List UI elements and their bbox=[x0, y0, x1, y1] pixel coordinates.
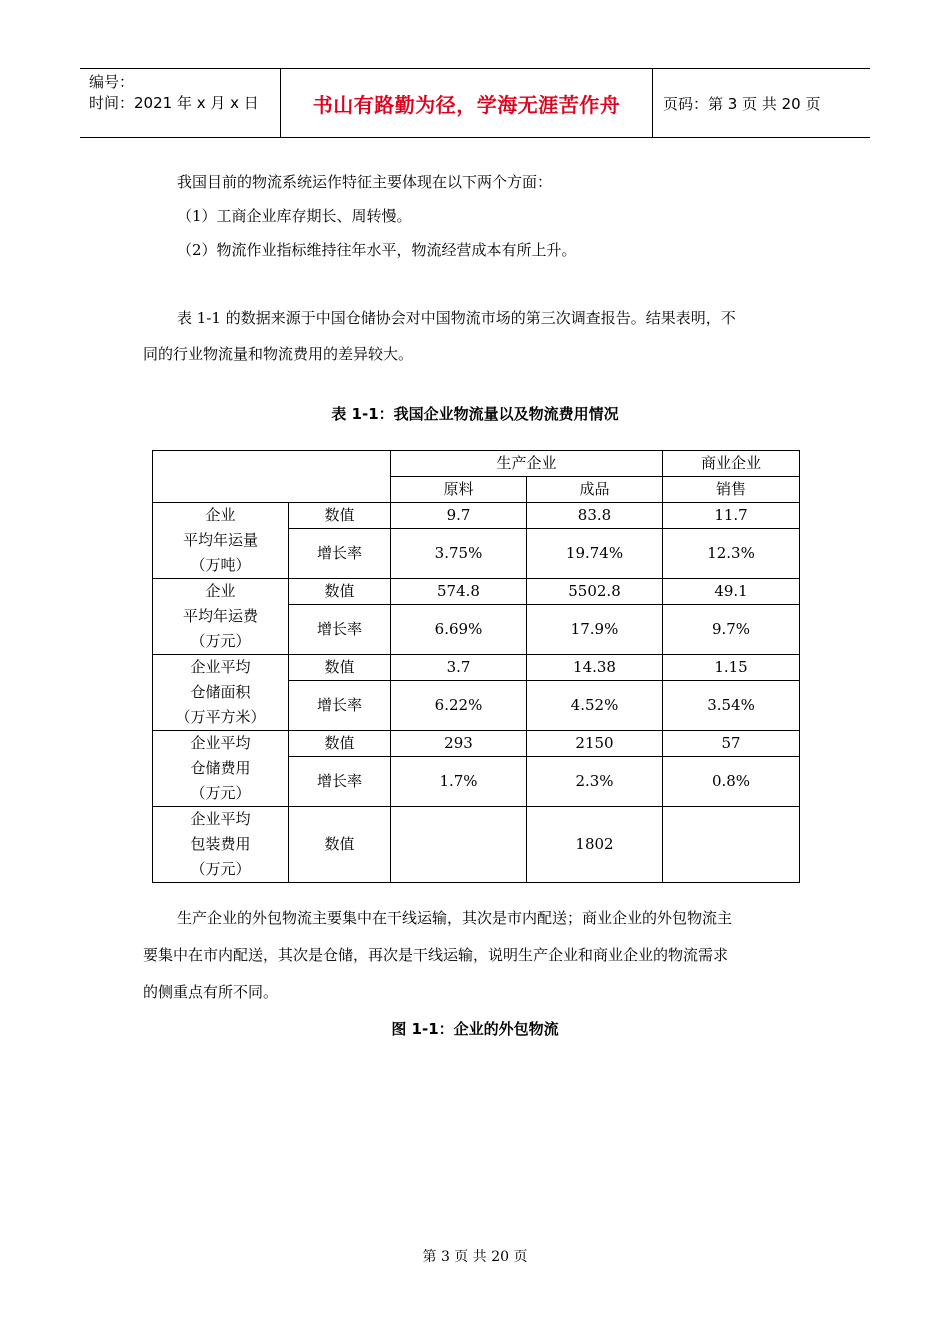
header-commerce: 商业企业 bbox=[663, 451, 800, 477]
cell-value: 57 bbox=[663, 731, 800, 757]
row-label-growth: 增长率 bbox=[289, 605, 391, 655]
header-page-info: 页码：第 3 页 共 20 页 bbox=[663, 94, 821, 113]
category-line: 仓储面积 bbox=[190, 683, 251, 701]
table-header-blank bbox=[153, 451, 391, 503]
cell-value: 2150 bbox=[527, 731, 663, 757]
header-motto: 书山有路勤为径，学海无涯苦作舟 bbox=[281, 69, 653, 137]
cell-growth: 1.7% bbox=[391, 757, 527, 807]
figure-caption: 图 1-1：企业的外包物流 bbox=[391, 1020, 559, 1038]
list-item-2: （2）物流作业指标维持往年水平，物流经营成本有所上升。 bbox=[177, 241, 577, 259]
cell-value: 1802 bbox=[527, 807, 663, 883]
paragraph-outsourcing-line1: 生产企业的外包物流主要集中在干线运输，其次是市内配送；商业企业的外包物流主 bbox=[177, 909, 733, 927]
category-line: 包装费用 bbox=[190, 835, 251, 853]
cell-growth: 17.9% bbox=[527, 605, 663, 655]
row-label-value: 数值 bbox=[289, 807, 391, 883]
category-line: 企业 bbox=[205, 506, 236, 524]
row-label-growth: 增长率 bbox=[289, 757, 391, 807]
cell-value: 5502.8 bbox=[527, 579, 663, 605]
row-category bbox=[153, 579, 289, 655]
cell-growth: 3.75% bbox=[391, 529, 527, 579]
page-footer: 第 3 页 共 20 页 bbox=[422, 1249, 528, 1265]
header-finished: 成品 bbox=[527, 477, 663, 503]
paragraph-outsourcing-line2: 要集中在市内配送，其次是仓储，再次是干线运输，说明生产企业和商业企业的物流需求 bbox=[143, 946, 729, 964]
list-item-1: （1）工商企业库存期长、周转慢。 bbox=[177, 207, 412, 225]
cell-value: 11.7 bbox=[663, 503, 800, 529]
header-production: 生产企业 bbox=[391, 451, 663, 477]
table-row bbox=[153, 807, 800, 883]
row-label-value: 数值 bbox=[289, 655, 391, 681]
row-category bbox=[153, 731, 289, 807]
header-sales: 销售 bbox=[663, 477, 800, 503]
paragraph-intro: 我国目前的物流系统运作特征主要体现在以下两个方面： bbox=[177, 173, 553, 191]
row-label-value: 数值 bbox=[289, 731, 391, 757]
paragraph-table-source-line1: 表 1-1 的数据来源于中国仓储协会对中国物流市场的第三次调查报告。结果表明，不 bbox=[177, 309, 736, 327]
logistics-data-table bbox=[152, 450, 800, 883]
cell-value: 83.8 bbox=[527, 503, 663, 529]
category-line: 企业 bbox=[205, 582, 236, 600]
row-label-growth: 增长率 bbox=[289, 681, 391, 731]
cell-value bbox=[391, 807, 527, 883]
header-meta bbox=[80, 69, 281, 137]
category-line: （万元） bbox=[190, 632, 251, 650]
header-raw: 原料 bbox=[391, 477, 527, 503]
row-label-value: 数值 bbox=[289, 503, 391, 529]
cell-value: 9.7 bbox=[391, 503, 527, 529]
category-line: 平均年运费 bbox=[182, 607, 258, 625]
category-line: 企业平均 bbox=[190, 658, 251, 676]
category-line: 平均年运量 bbox=[182, 531, 258, 549]
cell-value: 49.1 bbox=[663, 579, 800, 605]
cell-growth: 6.69% bbox=[391, 605, 527, 655]
table-row bbox=[153, 579, 800, 605]
cell-growth: 3.54% bbox=[663, 681, 800, 731]
cell-growth: 12.3% bbox=[663, 529, 800, 579]
paragraph-outsourcing-line3: 的侧重点有所不同。 bbox=[143, 983, 279, 1001]
table-header-row-1 bbox=[153, 451, 800, 477]
cell-growth: 19.74% bbox=[527, 529, 663, 579]
category-line: 企业平均 bbox=[190, 734, 251, 752]
table-row bbox=[153, 503, 800, 529]
table-row bbox=[153, 655, 800, 681]
cell-value bbox=[663, 807, 800, 883]
cell-value: 14.38 bbox=[527, 655, 663, 681]
category-line: （万平方米） bbox=[175, 708, 266, 726]
row-category bbox=[153, 807, 289, 883]
cell-growth: 2.3% bbox=[527, 757, 663, 807]
cell-growth: 6.22% bbox=[391, 681, 527, 731]
category-line: 仓储费用 bbox=[190, 759, 251, 777]
row-label-growth: 增长率 bbox=[289, 529, 391, 579]
row-category bbox=[153, 503, 289, 579]
category-line: 企业平均 bbox=[190, 810, 251, 828]
cell-value: 574.8 bbox=[391, 579, 527, 605]
category-line: （万吨） bbox=[190, 556, 251, 574]
row-label-value: 数值 bbox=[289, 579, 391, 605]
table-row bbox=[153, 731, 800, 757]
category-line: （万元） bbox=[190, 860, 251, 878]
cell-growth: 4.52% bbox=[527, 681, 663, 731]
page-header bbox=[80, 68, 870, 138]
document-date: 时间：2021 年 x 月 x 日 bbox=[89, 94, 259, 112]
cell-growth: 0.8% bbox=[663, 757, 800, 807]
row-category bbox=[153, 655, 289, 731]
paragraph-table-source-line2: 同的行业物流量和物流费用的差异较大。 bbox=[143, 345, 414, 363]
category-line: （万元） bbox=[190, 784, 251, 802]
cell-value: 1.15 bbox=[663, 655, 800, 681]
cell-growth: 9.7% bbox=[663, 605, 800, 655]
document-number-label: 编号： bbox=[89, 73, 135, 91]
table-caption: 表 1-1：我国企业物流量以及物流费用情况 bbox=[331, 405, 619, 423]
cell-value: 293 bbox=[391, 731, 527, 757]
cell-value: 3.7 bbox=[391, 655, 527, 681]
